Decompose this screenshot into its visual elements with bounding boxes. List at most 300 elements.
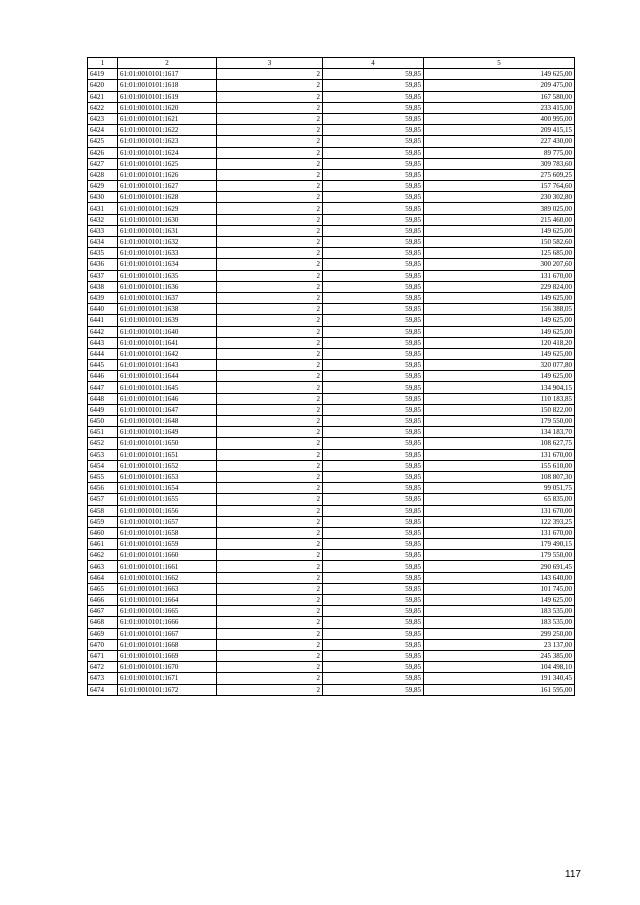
table-cell-col3: 2 [217,292,323,303]
table-cell-col5: 400 995,00 [424,113,575,124]
table-cell-col3: 2 [217,404,323,415]
table-cell-col1: 6426 [88,147,118,158]
table-cell-col3: 2 [217,393,323,404]
column-header-1: 1 [88,58,118,69]
table-cell-col2: 61:01:0010101:1624 [118,147,217,158]
table-cell-col3: 2 [217,348,323,359]
header-row [88,58,575,69]
table-cell-col3: 2 [217,147,323,158]
table-cell-col1: 6427 [88,158,118,169]
data-table [87,57,575,696]
table-cell-col4: 59,85 [323,561,424,572]
table-cell-col3: 2 [217,192,323,203]
table-row [88,237,575,248]
table-row [88,181,575,192]
table-cell-col3: 2 [217,371,323,382]
table-cell-col4: 59,85 [323,292,424,303]
table-row [88,214,575,225]
table-cell-col3: 2 [217,203,323,214]
table-cell-col1: 6462 [88,550,118,561]
table-cell-col1: 6437 [88,270,118,281]
table-cell-col5: 183 535,00 [424,617,575,628]
table-row [88,192,575,203]
table-cell-col1: 6465 [88,583,118,594]
table-cell-col4: 59,85 [323,393,424,404]
table-row [88,639,575,650]
table-cell-col3: 2 [217,416,323,427]
table-cell-col2: 61:01:0010101:1632 [118,237,217,248]
table-cell-col1: 6447 [88,382,118,393]
table-cell-col1: 6443 [88,337,118,348]
table-cell-col1: 6469 [88,628,118,639]
table-cell-col5: 108 627,75 [424,438,575,449]
table-cell-col4: 59,85 [323,237,424,248]
table-cell-col1: 6419 [88,69,118,80]
table-cell-col1: 6470 [88,639,118,650]
table-cell-col1: 6451 [88,427,118,438]
table-cell-col5: 320 077,80 [424,360,575,371]
table-cell-col2: 61:01:0010101:1668 [118,639,217,650]
table-row [88,662,575,673]
table-row [88,315,575,326]
page-number: 117 [565,869,581,880]
table-row [88,572,575,583]
table-cell-col2: 61:01:0010101:1655 [118,494,217,505]
table-row [88,606,575,617]
column-header-2: 2 [118,58,217,69]
table-cell-col1: 6467 [88,606,118,617]
table-cell-col1: 6432 [88,214,118,225]
table-cell-col1: 6423 [88,113,118,124]
table-cell-col5: 108 807,30 [424,471,575,482]
table-cell-col1: 6439 [88,292,118,303]
table-cell-col4: 59,85 [323,181,424,192]
table-cell-col3: 2 [217,69,323,80]
table-row [88,337,575,348]
table-cell-col4: 59,85 [323,628,424,639]
table-cell-col2: 61:01:0010101:1647 [118,404,217,415]
table-cell-col3: 2 [217,505,323,516]
table-cell-col3: 2 [217,561,323,572]
table-cell-col3: 2 [217,270,323,281]
table-cell-col2: 61:01:0010101:1637 [118,292,217,303]
table-cell-col4: 59,85 [323,102,424,113]
table-cell-col3: 2 [217,662,323,673]
table-row [88,617,575,628]
table-cell-col3: 2 [217,304,323,315]
table-cell-col3: 2 [217,326,323,337]
table-cell-col2: 61:01:0010101:1661 [118,561,217,572]
table-cell-col5: 245 385,00 [424,650,575,661]
table-row [88,438,575,449]
table-row [88,225,575,236]
table-row [88,80,575,91]
table-cell-col1: 6435 [88,248,118,259]
table-cell-col5: 275 609,25 [424,169,575,180]
table-row [88,673,575,684]
table-cell-col5: 131 670,00 [424,449,575,460]
table-cell-col3: 2 [217,248,323,259]
table-cell-col5: 179 550,00 [424,550,575,561]
table-cell-col1: 6441 [88,315,118,326]
table-cell-col5: 179 490,15 [424,539,575,550]
table-row [88,248,575,259]
table-cell-col5: 99 051,75 [424,483,575,494]
table-cell-col1: 6473 [88,673,118,684]
table-cell-col3: 2 [217,438,323,449]
table-cell-col4: 59,85 [323,438,424,449]
table-cell-col4: 59,85 [323,471,424,482]
table-cell-col2: 61:01:0010101:1642 [118,348,217,359]
table-cell-col3: 2 [217,91,323,102]
table-cell-col2: 61:01:0010101:1641 [118,337,217,348]
table-cell-col4: 59,85 [323,673,424,684]
table-cell-col4: 59,85 [323,527,424,538]
table-cell-col1: 6460 [88,527,118,538]
table-row [88,125,575,136]
table-cell-col5: 149 625,00 [424,371,575,382]
table-row [88,583,575,594]
table-cell-col4: 59,85 [323,572,424,583]
table-cell-col3: 2 [217,315,323,326]
table-cell-col2: 61:01:0010101:1657 [118,516,217,527]
table-cell-col2: 61:01:0010101:1660 [118,550,217,561]
table-row [88,91,575,102]
table-cell-col4: 59,85 [323,427,424,438]
table-cell-col1: 6444 [88,348,118,359]
table-cell-col4: 59,85 [323,270,424,281]
table-cell-col3: 2 [217,583,323,594]
table-cell-col1: 6449 [88,404,118,415]
table-cell-col2: 61:01:0010101:1645 [118,382,217,393]
table-cell-col4: 59,85 [323,214,424,225]
table-row [88,393,575,404]
table-cell-col3: 2 [217,673,323,684]
table-cell-col5: 101 745,00 [424,583,575,594]
table-cell-col3: 2 [217,382,323,393]
table-row [88,270,575,281]
table-cell-col3: 2 [217,237,323,248]
table-cell-col3: 2 [217,595,323,606]
table-cell-col3: 2 [217,214,323,225]
table-row [88,102,575,113]
table-cell-col1: 6448 [88,393,118,404]
table-row [88,203,575,214]
table-cell-col5: 290 691,45 [424,561,575,572]
table-cell-col2: 61:01:0010101:1622 [118,125,217,136]
table-cell-col2: 61:01:0010101:1623 [118,136,217,147]
table-cell-col2: 61:01:0010101:1618 [118,80,217,91]
table-cell-col1: 6459 [88,516,118,527]
column-header-5: 5 [424,58,575,69]
table-row [88,427,575,438]
table-cell-col1: 6424 [88,125,118,136]
table-cell-col3: 2 [217,125,323,136]
table-row [88,550,575,561]
table-cell-col4: 59,85 [323,91,424,102]
table-cell-col5: 191 340,45 [424,673,575,684]
table-cell-col3: 2 [217,483,323,494]
table-cell-col4: 59,85 [323,169,424,180]
table-cell-col1: 6433 [88,225,118,236]
table-row [88,483,575,494]
table-cell-col1: 6455 [88,471,118,482]
table-cell-col3: 2 [217,337,323,348]
table-cell-col1: 6445 [88,360,118,371]
table-cell-col2: 61:01:0010101:1650 [118,438,217,449]
table-cell-col4: 59,85 [323,360,424,371]
table-cell-col4: 59,85 [323,404,424,415]
table-cell-col3: 2 [217,449,323,460]
table-row [88,147,575,158]
table-cell-col5: 156 388,05 [424,304,575,315]
table-cell-col4: 59,85 [323,315,424,326]
table-cell-col1: 6442 [88,326,118,337]
table-cell-col5: 155 610,00 [424,460,575,471]
table-cell-col5: 229 824,00 [424,281,575,292]
table-row [88,382,575,393]
table-cell-col2: 61:01:0010101:1627 [118,181,217,192]
table-cell-col2: 61:01:0010101:1629 [118,203,217,214]
table-cell-col5: 299 250,00 [424,628,575,639]
table-cell-col4: 59,85 [323,483,424,494]
table-row [88,449,575,460]
table-row [88,416,575,427]
table-cell-col5: 131 670,00 [424,270,575,281]
table-cell-col5: 209 475,00 [424,80,575,91]
table-cell-col5: 389 025,00 [424,203,575,214]
table-cell-col3: 2 [217,281,323,292]
table-cell-col2: 61:01:0010101:1667 [118,628,217,639]
table-cell-col4: 59,85 [323,348,424,359]
table-row [88,69,575,80]
table-cell-col4: 59,85 [323,539,424,550]
table-cell-col1: 6425 [88,136,118,147]
table-cell-col1: 6453 [88,449,118,460]
table-cell-col3: 2 [217,684,323,695]
table-row [88,371,575,382]
table-cell-col5: 120 418,20 [424,337,575,348]
table-cell-col1: 6422 [88,102,118,113]
table-row [88,561,575,572]
table-cell-col3: 2 [217,360,323,371]
table-row [88,505,575,516]
table-row [88,516,575,527]
table-cell-col4: 59,85 [323,337,424,348]
table-cell-col4: 59,85 [323,248,424,259]
table-cell-col3: 2 [217,80,323,91]
table-cell-col4: 59,85 [323,304,424,315]
table-cell-col4: 59,85 [323,617,424,628]
table-cell-col5: 149 625,00 [424,315,575,326]
table-cell-col3: 2 [217,259,323,270]
table-cell-col2: 61:01:0010101:1620 [118,102,217,113]
table-cell-col4: 59,85 [323,113,424,124]
table-cell-col4: 59,85 [323,639,424,650]
table-cell-col5: 149 625,00 [424,225,575,236]
table-row [88,113,575,124]
table-row [88,158,575,169]
table-cell-col1: 6440 [88,304,118,315]
table-cell-col3: 2 [217,169,323,180]
table-row [88,326,575,337]
table-cell-col3: 2 [217,527,323,538]
table-cell-col5: 309 783,60 [424,158,575,169]
table-cell-col2: 61:01:0010101:1656 [118,505,217,516]
table-row [88,628,575,639]
table-cell-col2: 61:01:0010101:1640 [118,326,217,337]
table-cell-col5: 134 904,15 [424,382,575,393]
table-cell-col1: 6421 [88,91,118,102]
table-cell-col1: 6456 [88,483,118,494]
table-cell-col5: 161 595,00 [424,684,575,695]
table-cell-col3: 2 [217,650,323,661]
table-cell-col5: 134 183,70 [424,427,575,438]
table-cell-col3: 2 [217,494,323,505]
table-row [88,527,575,538]
table-cell-col4: 59,85 [323,583,424,594]
table-cell-col4: 59,85 [323,684,424,695]
table-cell-col2: 61:01:0010101:1644 [118,371,217,382]
table-cell-col2: 61:01:0010101:1652 [118,460,217,471]
table-cell-col1: 6434 [88,237,118,248]
table-cell-col2: 61:01:0010101:1619 [118,91,217,102]
table-cell-col1: 6466 [88,595,118,606]
table-cell-col2: 61:01:0010101:1671 [118,673,217,684]
table-cell-col5: 131 670,00 [424,505,575,516]
table-cell-col1: 6461 [88,539,118,550]
table-cell-col4: 59,85 [323,69,424,80]
table-row [88,471,575,482]
table-cell-col4: 59,85 [323,371,424,382]
table-cell-col2: 61:01:0010101:1665 [118,606,217,617]
table-cell-col5: 179 550,00 [424,416,575,427]
table-cell-col4: 59,85 [323,158,424,169]
table-cell-col2: 61:01:0010101:1653 [118,471,217,482]
table-cell-col3: 2 [217,550,323,561]
table-cell-col1: 6464 [88,572,118,583]
table-cell-col5: 125 685,00 [424,248,575,259]
table-cell-col1: 6474 [88,684,118,695]
table-cell-col4: 59,85 [323,416,424,427]
table-cell-col1: 6429 [88,181,118,192]
column-header-4: 4 [323,58,424,69]
table-cell-col2: 61:01:0010101:1670 [118,662,217,673]
table-cell-col3: 2 [217,427,323,438]
table-cell-col5: 23 137,00 [424,639,575,650]
table-cell-col1: 6446 [88,371,118,382]
table-cell-col3: 2 [217,639,323,650]
table-cell-col2: 61:01:0010101:1630 [118,214,217,225]
table-cell-col5: 149 625,00 [424,595,575,606]
table-cell-col2: 61:01:0010101:1649 [118,427,217,438]
table-cell-col2: 61:01:0010101:1631 [118,225,217,236]
table-cell-col1: 6436 [88,259,118,270]
table-cell-col4: 59,85 [323,80,424,91]
table-cell-col4: 59,85 [323,382,424,393]
table-cell-col4: 59,85 [323,595,424,606]
table-cell-col3: 2 [217,606,323,617]
table-cell-col2: 61:01:0010101:1658 [118,527,217,538]
table-row [88,169,575,180]
table-cell-col2: 61:01:0010101:1643 [118,360,217,371]
table-cell-col2: 61:01:0010101:1663 [118,583,217,594]
table-cell-col4: 59,85 [323,203,424,214]
table-cell-col4: 59,85 [323,449,424,460]
table-cell-col4: 59,85 [323,259,424,270]
table-cell-col5: 89 775,00 [424,147,575,158]
table-row [88,595,575,606]
table-cell-col2: 61:01:0010101:1625 [118,158,217,169]
table-cell-col4: 59,85 [323,136,424,147]
table-cell-col2: 61:01:0010101:1633 [118,248,217,259]
table-cell-col4: 59,85 [323,606,424,617]
table-cell-col2: 61:01:0010101:1651 [118,449,217,460]
table-cell-col5: 233 415,00 [424,102,575,113]
table-cell-col1: 6438 [88,281,118,292]
table-cell-col2: 61:01:0010101:1626 [118,169,217,180]
table-cell-col4: 59,85 [323,147,424,158]
table-cell-col1: 6463 [88,561,118,572]
table-cell-col4: 59,85 [323,125,424,136]
table-cell-col2: 61:01:0010101:1669 [118,650,217,661]
table-cell-col5: 183 535,00 [424,606,575,617]
table-cell-col5: 110 183,85 [424,393,575,404]
table-row [88,136,575,147]
table-cell-col4: 59,85 [323,550,424,561]
table-cell-col1: 6420 [88,80,118,91]
table-cell-col2: 61:01:0010101:1672 [118,684,217,695]
table-cell-col1: 6458 [88,505,118,516]
table-cell-col4: 59,85 [323,505,424,516]
table-cell-col2: 61:01:0010101:1638 [118,304,217,315]
table-cell-col3: 2 [217,102,323,113]
table-row [88,404,575,415]
table-cell-col3: 2 [217,113,323,124]
table-row [88,348,575,359]
table-cell-col2: 61:01:0010101:1666 [118,617,217,628]
table-cell-col3: 2 [217,460,323,471]
table-cell-col5: 167 580,00 [424,91,575,102]
table-cell-col3: 2 [217,628,323,639]
table-cell-col2: 61:01:0010101:1636 [118,281,217,292]
table-cell-col5: 150 822,00 [424,404,575,415]
table-cell-col1: 6472 [88,662,118,673]
table-cell-col3: 2 [217,225,323,236]
table-cell-col2: 61:01:0010101:1648 [118,416,217,427]
table-cell-col5: 157 764,60 [424,181,575,192]
table-cell-col5: 149 625,00 [424,348,575,359]
table-cell-col1: 6452 [88,438,118,449]
table-cell-col3: 2 [217,181,323,192]
table-cell-col3: 2 [217,158,323,169]
table-cell-col1: 6428 [88,169,118,180]
table-cell-col5: 143 640,00 [424,572,575,583]
table-cell-col1: 6450 [88,416,118,427]
table-cell-col3: 2 [217,617,323,628]
table-row [88,304,575,315]
table-cell-col5: 104 498,10 [424,662,575,673]
table-row [88,650,575,661]
table-cell-col5: 149 625,00 [424,292,575,303]
table-cell-col5: 300 207,60 [424,259,575,270]
table-row [88,684,575,695]
table-cell-col5: 150 582,60 [424,237,575,248]
table-cell-col1: 6468 [88,617,118,628]
table-cell-col2: 61:01:0010101:1646 [118,393,217,404]
table-cell-col5: 227 430,00 [424,136,575,147]
table-cell-col2: 61:01:0010101:1664 [118,595,217,606]
